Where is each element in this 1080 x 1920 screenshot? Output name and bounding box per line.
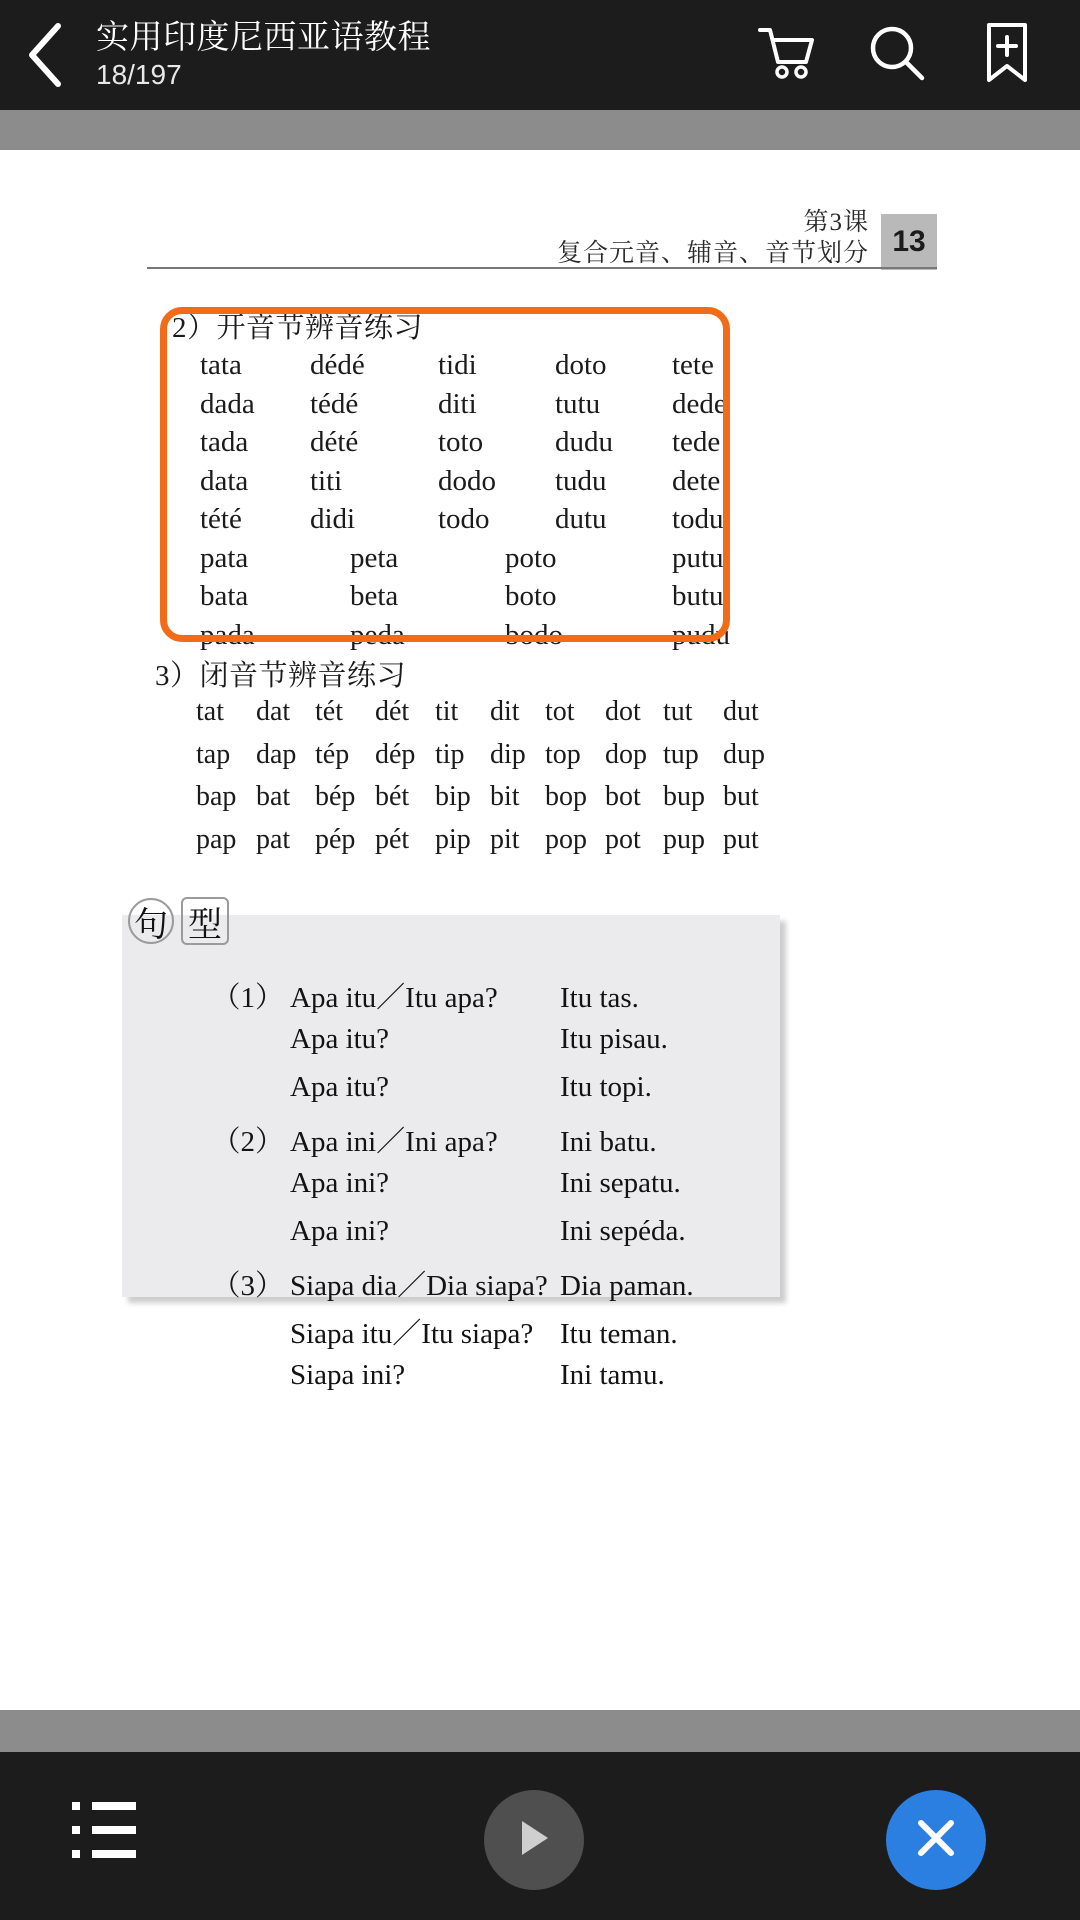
word-cell[interactable]: dit [490,696,520,727]
word-cell[interactable]: didi [310,503,356,535]
word-cell[interactable]: dap [256,738,297,770]
word-cell[interactable]: pop [545,823,587,855]
sentence-pattern-row [122,1263,780,1311]
sentence-pattern-answer[interactable]: Itu teman. [560,1318,678,1350]
word-cell[interactable]: bodo [505,618,563,651]
word-cell[interactable]: tidi [438,349,477,381]
word-cell[interactable]: dép [375,738,416,770]
sentence-pattern-number: （1） [211,982,284,1014]
word-cell[interactable]: titi [310,464,343,497]
highlight-selection-box[interactable] [160,307,730,642]
lesson-label: 第3课 [803,209,869,236]
sentence-pattern-row [122,1215,780,1263]
top-app-bar [0,0,1080,110]
word-cell[interactable]: pudu [672,618,730,651]
word-cell[interactable]: tédé [310,387,359,420]
sentence-pattern-row [122,1167,780,1215]
running-head-rule [147,267,937,269]
word-cell[interactable]: toto [438,426,484,458]
search-icon [868,24,926,87]
word-cell[interactable]: dete [672,464,721,497]
close-button[interactable] [886,1790,986,1890]
sentence-pattern-row [122,1023,780,1071]
word-cell[interactable]: tede [672,426,721,458]
word-cell[interactable]: pép [315,823,356,855]
sentence-pattern-row [122,1071,780,1119]
word-cell[interactable]: dop [605,738,647,770]
cart-button[interactable] [744,12,830,98]
word-cell[interactable]: tut [663,696,693,727]
word-cell[interactable]: tada [200,426,249,458]
word-cell[interactable]: pap [196,823,237,855]
word-cell[interactable]: peda [350,618,405,651]
word-cell[interactable]: tap [196,738,231,770]
word-cell[interactable]: dodo [438,464,496,497]
word-cell[interactable]: dada [200,387,255,420]
bottom-gray-divider [0,1710,1080,1752]
word-cell[interactable]: todu [672,503,724,535]
page-number-badge: 13 [881,214,937,270]
word-cell[interactable]: put [723,823,759,855]
sentence-pattern-row [122,1359,780,1407]
running-head [147,208,937,270]
sentence-pattern-answer[interactable]: Ini tamu. [560,1359,665,1391]
closed-syllable-heading: 3）闭音节辨音练习 [155,660,407,692]
word-cell[interactable]: bip [435,781,471,812]
word-cell[interactable]: dété [310,426,359,458]
bookmark-add-icon [984,22,1030,89]
word-cell[interactable]: dip [490,738,526,770]
word-cell[interactable]: pada [200,618,255,651]
chevron-left-icon [24,22,68,88]
word-cell[interactable]: dudu [555,426,613,458]
word-cell[interactable]: todo [438,503,490,535]
word-cell[interactable]: bép [315,781,356,812]
running-head-text [557,208,869,270]
word-row [160,776,820,819]
shopping-cart-icon [758,26,816,85]
word-cell[interactable]: bit [490,781,520,812]
sentence-pattern-answer[interactable]: Dia paman. [560,1270,694,1302]
word-cell[interactable]: bata [200,580,249,612]
bottom-toolbar [0,1752,1080,1920]
juxing-char-2: 型 [182,898,228,944]
play-button[interactable] [484,1790,584,1890]
word-cell[interactable]: beta [350,580,399,612]
word-cell[interactable]: dot [605,696,641,727]
word-cell[interactable]: peta [350,541,399,574]
back-button[interactable] [0,0,92,110]
sentence-pattern-label [128,898,228,944]
word-cell[interactable]: tép [315,738,350,770]
word-cell[interactable]: bot [605,781,641,812]
word-cell[interactable]: doto [555,349,607,381]
sentence-pattern-question[interactable]: Siapa dia／Dia siapa? [290,1270,548,1302]
word-cell[interactable]: diti [438,387,477,420]
word-cell[interactable]: top [545,738,581,770]
word-cell[interactable]: dédé [310,349,365,381]
close-x-icon [912,1814,960,1867]
sentence-pattern-question[interactable]: Apa itu／Itu apa? [290,982,498,1014]
word-cell[interactable]: tat [196,696,224,727]
word-cell[interactable]: pot [605,823,641,855]
search-button[interactable] [854,12,940,98]
word-row [160,691,820,734]
word-cell[interactable]: dat [256,696,291,727]
book-page[interactable] [0,150,1080,1710]
word-cell[interactable]: but [723,781,759,812]
word-cell[interactable]: tip [435,738,465,770]
word-cell[interactable]: tudu [555,464,607,497]
word-cell[interactable]: tup [663,738,699,770]
word-cell[interactable]: dede [672,387,727,420]
word-cell[interactable]: dup [723,738,765,770]
word-cell[interactable]: pata [200,541,249,574]
title-block [92,17,744,93]
sentence-pattern-number: （2） [211,1126,284,1158]
lesson-topic: 复合元音、辅音、音节划分 [556,240,869,267]
word-cell[interactable]: pup [663,823,705,855]
word-cell[interactable]: bat [256,781,291,812]
word-cell[interactable]: boto [505,580,557,612]
word-cell[interactable]: tata [200,349,242,381]
word-cell[interactable]: bét [375,781,410,812]
sentence-pattern-question[interactable]: Apa itu? [290,1023,390,1055]
word-cell[interactable]: bup [663,781,705,812]
page-indicator: 18/197 [96,59,182,90]
sentence-pattern-row [122,1119,780,1167]
sentence-pattern-rows [122,975,780,1407]
sentence-pattern-question[interactable]: Apa ini? [290,1167,390,1199]
word-cell[interactable]: dutu [555,503,607,535]
top-gray-divider [0,110,1080,150]
sentence-pattern-answer[interactable]: Ini sepatu. [560,1167,681,1199]
sentence-pattern-number: （3） [211,1270,284,1302]
sentence-pattern-row [122,975,780,1023]
sentence-pattern-question[interactable]: Apa ini／Ini apa? [290,1126,498,1158]
word-cell[interactable]: pat [256,823,291,855]
word-cell[interactable]: dut [723,696,759,727]
word-cell[interactable]: bap [196,781,237,812]
juxing-char-1: 句 [128,898,174,944]
sentence-pattern-answer[interactable]: Ini sepéda. [560,1215,686,1247]
open-syllable-heading: 2）开音节辨音练习 [172,312,424,344]
sentence-pattern-answer[interactable]: Itu pisau. [560,1023,668,1055]
sentence-pattern-question[interactable]: Apa ini? [290,1215,390,1247]
sentence-pattern-question[interactable]: Siapa ini? [290,1359,406,1391]
word-cell[interactable]: bop [545,781,587,812]
sentence-pattern-answer[interactable]: Itu tas. [560,982,639,1014]
topbar-actions [744,12,1080,98]
word-cell[interactable]: tot [545,696,575,727]
word-cell[interactable]: tutu [555,387,601,420]
sentence-pattern-panel [122,915,780,1391]
word-cell[interactable]: putu [672,541,724,574]
word-cell[interactable]: pit [490,823,520,855]
bookmark-button[interactable] [964,12,1050,98]
word-cell[interactable]: pip [435,823,471,855]
sentence-pattern-row [122,1311,780,1359]
book-title: 实用印度尼西亚语教程 [96,18,431,55]
word-cell[interactable]: tét [315,696,343,727]
closed-syllable-word-grid [160,691,820,861]
sentence-pattern-question[interactable]: Apa itu? [290,1071,390,1103]
sentence-pattern-answer[interactable]: Ini batu. [560,1126,657,1158]
word-row [160,734,820,777]
word-row [160,819,820,862]
word-cell[interactable]: tit [435,696,459,727]
table-of-contents-button[interactable] [72,1802,138,1858]
play-icon [514,1816,554,1865]
sentence-pattern-question[interactable]: Siapa itu／Itu siapa? [290,1318,534,1350]
word-cell[interactable]: poto [505,541,557,574]
word-cell[interactable]: tété [200,503,242,535]
word-cell[interactable]: tete [672,349,714,381]
word-cell[interactable]: data [200,464,249,497]
word-cell[interactable]: butu [672,580,724,612]
word-cell[interactable]: pét [375,823,410,855]
word-cell[interactable]: dét [375,696,410,727]
sentence-pattern-answer[interactable]: Itu topi. [560,1071,652,1103]
